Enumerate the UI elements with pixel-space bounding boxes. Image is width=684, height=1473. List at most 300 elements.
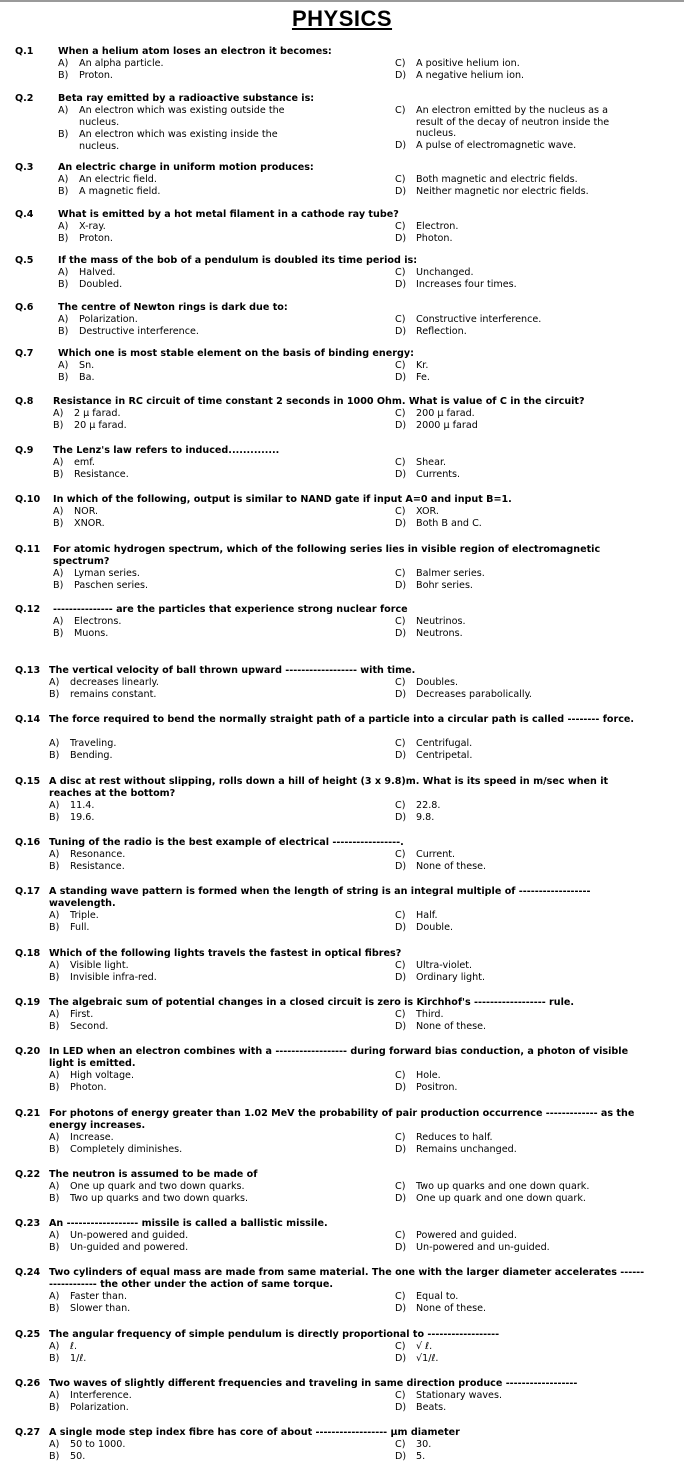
option-d bbox=[395, 1451, 655, 1463]
option-text: Invisible infra-red. bbox=[70, 972, 157, 983]
option-d bbox=[395, 186, 655, 198]
option-c bbox=[395, 1291, 655, 1303]
option-text: An electric field. bbox=[79, 174, 157, 185]
option-text: Un-guided and powered. bbox=[70, 1242, 189, 1253]
question-text: In LED when an electron combines with a ------------------ during forward bias conduction, a photon of visible light is emitted. bbox=[49, 1046, 629, 1069]
question-number: Q.21 bbox=[15, 1108, 41, 1119]
option-a bbox=[58, 314, 358, 326]
option-d bbox=[395, 1353, 655, 1365]
option-text: Resistance. bbox=[74, 469, 129, 480]
option-text: Currents. bbox=[416, 469, 461, 480]
question-number: Q.18 bbox=[15, 948, 41, 959]
option-b bbox=[49, 689, 349, 701]
option-letter: C) bbox=[395, 960, 406, 971]
option-b bbox=[49, 812, 349, 824]
option-letter: D) bbox=[395, 140, 407, 151]
option-letter: A) bbox=[53, 457, 64, 468]
option-letter: B) bbox=[53, 420, 64, 431]
option-b bbox=[49, 1402, 349, 1414]
option-c bbox=[395, 1181, 655, 1193]
option-c bbox=[395, 408, 655, 420]
question-text: If the mass of the bob of a pendulum is doubled its time period is: bbox=[58, 255, 418, 266]
question-number: Q.23 bbox=[15, 1218, 41, 1229]
option-c bbox=[395, 221, 655, 233]
option-a bbox=[58, 221, 358, 233]
option-text: Kr. bbox=[416, 360, 429, 371]
question-text: Which one is most stable element on the basis of binding energy: bbox=[58, 348, 414, 359]
option-text: Reduces to half. bbox=[416, 1132, 493, 1143]
option-d bbox=[395, 972, 655, 984]
option-letter: A) bbox=[49, 738, 60, 749]
question-number: Q.6 bbox=[15, 302, 34, 313]
option-letter: A) bbox=[49, 960, 60, 971]
question-number: Q.1 bbox=[15, 46, 34, 57]
option-text: √1/ℓ. bbox=[416, 1353, 439, 1364]
option-text: 5. bbox=[416, 1451, 426, 1462]
option-c bbox=[395, 360, 655, 372]
option-text: Bending. bbox=[70, 750, 113, 761]
option-letter: C) bbox=[395, 408, 406, 419]
option-letter: A) bbox=[58, 58, 69, 69]
option-text: ℓ. bbox=[70, 1341, 78, 1352]
option-c bbox=[395, 457, 655, 469]
option-letter: D) bbox=[395, 469, 407, 480]
option-b bbox=[53, 580, 353, 592]
question-number: Q.19 bbox=[15, 997, 41, 1008]
question-text: The neutron is assumed to be made of bbox=[49, 1169, 258, 1180]
option-text: One up quark and one down quark. bbox=[416, 1193, 586, 1204]
option-b bbox=[53, 469, 353, 481]
option-a bbox=[49, 1230, 349, 1242]
option-c bbox=[395, 616, 655, 628]
option-letter: A) bbox=[49, 1439, 60, 1450]
option-text: Reflection. bbox=[416, 326, 467, 337]
option-text: Resonance. bbox=[70, 849, 126, 860]
option-letter: D) bbox=[395, 1451, 407, 1462]
option-text: Beats. bbox=[416, 1402, 447, 1413]
option-text: Hole. bbox=[416, 1070, 441, 1081]
option-text: Interference. bbox=[70, 1390, 132, 1401]
question-text: Two waves of slightly different frequencies and traveling in same direction produce ------------------ bbox=[49, 1378, 578, 1389]
option-text: Visible light. bbox=[70, 960, 129, 971]
option-text: Increases four times. bbox=[416, 279, 517, 290]
option-letter: B) bbox=[49, 1021, 60, 1032]
option-letter: B) bbox=[49, 689, 60, 700]
option-text: Resistance. bbox=[70, 861, 125, 872]
option-letter: C) bbox=[395, 1439, 406, 1450]
option-letter: D) bbox=[395, 922, 407, 933]
option-letter: B) bbox=[49, 1451, 60, 1462]
option-text: Ba. bbox=[79, 372, 95, 383]
option-c bbox=[395, 506, 655, 518]
question-text: When a helium atom loses an electron it becomes: bbox=[58, 46, 332, 57]
option-letter: A) bbox=[49, 849, 60, 860]
option-letter: D) bbox=[395, 1144, 407, 1155]
option-a bbox=[49, 960, 349, 972]
option-letter: C) bbox=[395, 58, 406, 69]
option-letter: C) bbox=[395, 506, 406, 517]
option-a bbox=[49, 1439, 349, 1451]
option-c bbox=[395, 1070, 655, 1082]
option-text: Ordinary light. bbox=[416, 972, 486, 983]
option-letter: A) bbox=[49, 1341, 60, 1352]
top-rule bbox=[0, 0, 684, 2]
option-letter: C) bbox=[395, 457, 406, 468]
option-letter: B) bbox=[53, 580, 64, 591]
question-number: Q.8 bbox=[15, 396, 34, 407]
option-b bbox=[58, 186, 358, 198]
option-b bbox=[49, 1303, 349, 1315]
option-text: Neutrons. bbox=[416, 628, 463, 639]
option-b bbox=[49, 1021, 349, 1033]
option-letter: D) bbox=[395, 326, 407, 337]
option-text: Both magnetic and electric fields. bbox=[416, 174, 578, 185]
question-text: For photons of energy greater than 1.02 MeV the probability of pair production occurrence ------------- as the energy increases. bbox=[49, 1108, 635, 1131]
option-text: Destructive interference. bbox=[79, 326, 199, 337]
option-a bbox=[58, 105, 288, 128]
option-c bbox=[395, 1009, 655, 1021]
option-letter: B) bbox=[49, 922, 60, 933]
option-text: XNOR. bbox=[74, 518, 105, 529]
option-letter: A) bbox=[49, 910, 60, 921]
option-d bbox=[395, 750, 655, 762]
option-letter: D) bbox=[395, 279, 407, 290]
option-letter: D) bbox=[395, 70, 407, 81]
option-text: Remains unchanged. bbox=[416, 1144, 517, 1155]
option-text: 22.8. bbox=[416, 800, 441, 811]
option-b bbox=[58, 326, 358, 338]
option-d bbox=[395, 812, 655, 824]
question-number: Q.16 bbox=[15, 837, 41, 848]
option-text: Balmer series. bbox=[416, 568, 485, 579]
option-letter: B) bbox=[49, 1303, 60, 1314]
option-text: Double. bbox=[416, 922, 454, 933]
option-letter: C) bbox=[395, 314, 406, 325]
option-d bbox=[395, 372, 655, 384]
option-d bbox=[395, 70, 655, 82]
option-letter: A) bbox=[58, 360, 69, 371]
option-text: Fe. bbox=[416, 372, 430, 383]
option-letter: A) bbox=[58, 221, 69, 232]
option-b bbox=[49, 750, 349, 762]
option-text: A negative helium ion. bbox=[416, 70, 525, 81]
option-letter: A) bbox=[53, 616, 64, 627]
option-letter: B) bbox=[49, 1082, 60, 1093]
option-text: Third. bbox=[416, 1009, 444, 1020]
option-letter: B) bbox=[58, 372, 69, 383]
option-letter: C) bbox=[395, 1009, 406, 1020]
option-letter: C) bbox=[395, 1132, 406, 1143]
question-text: Which of the following lights travels the fastest in optical fibres? bbox=[49, 948, 402, 959]
option-letter: A) bbox=[58, 314, 69, 325]
option-c bbox=[395, 1230, 655, 1242]
option-a bbox=[53, 568, 353, 580]
option-text: An electron which was existing outside the nucleus. bbox=[79, 105, 285, 128]
option-text: Paschen series. bbox=[74, 580, 149, 591]
question-text: A disc at rest without slipping, rolls down a hill of height (3 x 9.8)m. What is its speed in m/sec when it reaches at the bottom? bbox=[49, 776, 609, 799]
option-text: Slower than. bbox=[70, 1303, 131, 1314]
option-letter: D) bbox=[395, 1303, 407, 1314]
option-text: NOR. bbox=[74, 506, 99, 517]
option-letter: D) bbox=[395, 689, 407, 700]
option-letter: A) bbox=[49, 1291, 60, 1302]
option-letter: B) bbox=[49, 1144, 60, 1155]
question-number: Q.10 bbox=[15, 494, 41, 505]
option-letter: C) bbox=[395, 1070, 406, 1081]
option-text: 30. bbox=[416, 1439, 432, 1450]
question-number: Q.11 bbox=[15, 544, 41, 555]
question-text: The vertical velocity of ball thrown upward ------------------ with time. bbox=[49, 665, 416, 676]
option-letter: A) bbox=[49, 677, 60, 688]
option-text: 20 μ farad. bbox=[74, 420, 127, 431]
page-title: PHYSICS bbox=[291, 6, 393, 31]
option-text: Electrons. bbox=[74, 616, 122, 627]
option-letter: D) bbox=[395, 186, 407, 197]
question-text: Two cylinders of equal mass are made from same material. The one with the larger diameter accelerates ------------------ the other under the action of same torque. bbox=[49, 1267, 645, 1290]
option-letter: D) bbox=[395, 1402, 407, 1413]
option-d bbox=[395, 861, 655, 873]
option-text: None of these. bbox=[416, 1303, 487, 1314]
option-b bbox=[49, 1193, 349, 1205]
option-letter: C) bbox=[395, 105, 406, 116]
option-letter: B) bbox=[58, 186, 69, 197]
option-a bbox=[49, 1341, 349, 1353]
option-d bbox=[395, 1021, 655, 1033]
option-d bbox=[395, 922, 655, 934]
option-text: remains constant. bbox=[70, 689, 157, 700]
question-number: Q.12 bbox=[15, 604, 41, 615]
option-text: A positive helium ion. bbox=[416, 58, 520, 69]
option-text: Completely diminishes. bbox=[70, 1144, 183, 1155]
option-text: √ ℓ. bbox=[416, 1341, 433, 1352]
option-a bbox=[49, 1390, 349, 1402]
option-b bbox=[49, 972, 349, 984]
option-b bbox=[58, 129, 288, 152]
option-d bbox=[395, 518, 655, 530]
option-letter: D) bbox=[395, 420, 407, 431]
option-a bbox=[49, 800, 349, 812]
question-text: The algebraic sum of potential changes in a closed circuit is zero is Kirchhof's ------------------ rule. bbox=[49, 997, 575, 1008]
option-text: Proton. bbox=[79, 233, 113, 244]
option-text: Polarization. bbox=[79, 314, 138, 325]
option-d bbox=[395, 1242, 655, 1254]
option-text: Ultra-violet. bbox=[416, 960, 473, 971]
option-b bbox=[53, 518, 353, 530]
option-letter: B) bbox=[49, 1402, 60, 1413]
option-letter: B) bbox=[53, 469, 64, 480]
option-text: 2000 μ farad bbox=[416, 420, 478, 431]
option-b bbox=[58, 70, 358, 82]
option-d bbox=[395, 1193, 655, 1205]
option-text: A magnetic field. bbox=[79, 186, 161, 197]
option-text: Polarization. bbox=[70, 1402, 129, 1413]
option-a bbox=[49, 1181, 349, 1193]
option-letter: C) bbox=[395, 1181, 406, 1192]
option-text: High voltage. bbox=[70, 1070, 134, 1081]
option-text: Un-powered and un-guided. bbox=[416, 1242, 550, 1253]
question-text: A single mode step index fibre has core of about ------------------ μm diameter bbox=[49, 1427, 460, 1438]
option-text: Centripetal. bbox=[416, 750, 473, 761]
option-a bbox=[58, 360, 358, 372]
option-letter: C) bbox=[395, 738, 406, 749]
option-d bbox=[395, 140, 625, 152]
option-text: None of these. bbox=[416, 1021, 487, 1032]
option-c bbox=[395, 1390, 655, 1402]
option-letter: D) bbox=[395, 1242, 407, 1253]
option-letter: B) bbox=[49, 861, 60, 872]
option-text: Electron. bbox=[416, 221, 459, 232]
option-letter: B) bbox=[49, 1353, 60, 1364]
option-letter: A) bbox=[49, 800, 60, 811]
option-letter: D) bbox=[395, 518, 407, 529]
option-letter: C) bbox=[395, 677, 406, 688]
option-a bbox=[49, 1070, 349, 1082]
question-text: The Lenz's law refers to induced.............. bbox=[53, 445, 280, 456]
option-text: decreases linearly. bbox=[70, 677, 159, 688]
option-text: Un-powered and guided. bbox=[70, 1230, 189, 1241]
option-letter: D) bbox=[395, 1082, 407, 1093]
option-c bbox=[395, 849, 655, 861]
option-text: Sn. bbox=[79, 360, 95, 371]
option-text: Positron. bbox=[416, 1082, 458, 1093]
option-d bbox=[395, 628, 655, 640]
option-text: Doubled. bbox=[79, 279, 123, 290]
option-text: A pulse of electromagnetic wave. bbox=[416, 140, 577, 151]
option-c bbox=[395, 58, 655, 70]
option-letter: A) bbox=[53, 408, 64, 419]
option-letter: C) bbox=[395, 221, 406, 232]
option-a bbox=[49, 910, 349, 922]
option-text: Doubles. bbox=[416, 677, 459, 688]
question-text: --------------- are the particles that experience strong nuclear force bbox=[53, 604, 408, 615]
option-text: 200 μ farad. bbox=[416, 408, 475, 419]
question-text: An electric charge in uniform motion produces: bbox=[58, 162, 314, 173]
option-text: Full. bbox=[70, 922, 90, 933]
option-a bbox=[53, 616, 353, 628]
option-d bbox=[395, 580, 655, 592]
option-letter: D) bbox=[395, 233, 407, 244]
option-letter: C) bbox=[395, 360, 406, 371]
option-c bbox=[395, 174, 655, 186]
option-c bbox=[395, 1439, 655, 1451]
option-letter: A) bbox=[49, 1009, 60, 1020]
option-text: Two up quarks and one down quark. bbox=[416, 1181, 590, 1192]
option-letter: A) bbox=[53, 506, 64, 517]
option-letter: A) bbox=[53, 568, 64, 579]
question-number: Q.9 bbox=[15, 445, 34, 456]
option-text: 19.6. bbox=[70, 812, 95, 823]
option-a bbox=[49, 849, 349, 861]
option-letter: D) bbox=[395, 580, 407, 591]
option-text: Two up quarks and two down quarks. bbox=[70, 1193, 249, 1204]
option-text: emf. bbox=[74, 457, 95, 468]
option-b bbox=[49, 922, 349, 934]
option-b bbox=[49, 1082, 349, 1094]
option-b bbox=[53, 420, 353, 432]
option-letter: B) bbox=[58, 129, 69, 140]
option-letter: C) bbox=[395, 1390, 406, 1401]
question-number: Q.24 bbox=[15, 1267, 41, 1278]
option-d bbox=[395, 689, 655, 701]
question-number: Q.17 bbox=[15, 886, 41, 897]
option-b bbox=[53, 628, 353, 640]
option-text: An electron which was existing inside the nucleus. bbox=[79, 129, 278, 152]
option-letter: B) bbox=[49, 812, 60, 823]
option-text: Lyman series. bbox=[74, 568, 140, 579]
option-text: XOR. bbox=[416, 506, 439, 517]
option-letter: C) bbox=[395, 849, 406, 860]
option-text: Unchanged. bbox=[416, 267, 474, 278]
option-text: Centrifugal. bbox=[416, 738, 473, 749]
question-number: Q.20 bbox=[15, 1046, 41, 1057]
option-text: Current. bbox=[416, 849, 456, 860]
option-d bbox=[395, 420, 655, 432]
option-letter: C) bbox=[395, 800, 406, 811]
option-a bbox=[58, 267, 358, 279]
option-text: Proton. bbox=[79, 70, 113, 81]
option-letter: B) bbox=[58, 70, 69, 81]
option-letter: B) bbox=[58, 326, 69, 337]
option-c bbox=[395, 677, 655, 689]
option-letter: D) bbox=[395, 861, 407, 872]
option-a bbox=[58, 174, 358, 186]
option-text: 2 μ farad. bbox=[74, 408, 121, 419]
option-a bbox=[49, 1132, 349, 1144]
option-text: 9.8. bbox=[416, 812, 435, 823]
option-text: Muons. bbox=[74, 628, 109, 639]
option-c bbox=[395, 738, 655, 750]
question-number: Q.5 bbox=[15, 255, 34, 266]
option-letter: C) bbox=[395, 568, 406, 579]
question-number: Q.15 bbox=[15, 776, 41, 787]
option-letter: C) bbox=[395, 174, 406, 185]
option-text: An alpha particle. bbox=[79, 58, 164, 69]
option-text: Stationary waves. bbox=[416, 1390, 503, 1401]
question-number: Q.14 bbox=[15, 714, 41, 725]
option-b bbox=[49, 1242, 349, 1254]
option-text: 1/ℓ. bbox=[70, 1353, 87, 1364]
option-text: Traveling. bbox=[70, 738, 117, 749]
option-b bbox=[49, 861, 349, 873]
option-text: 50. bbox=[70, 1451, 86, 1462]
option-text: Decreases parabolically. bbox=[416, 689, 532, 700]
option-text: Photon. bbox=[416, 233, 453, 244]
question-text: A standing wave pattern is formed when the length of string is an integral multiple of ------------------ wavelength. bbox=[49, 886, 591, 909]
option-letter: A) bbox=[49, 1132, 60, 1143]
option-letter: C) bbox=[395, 267, 406, 278]
question-text: For atomic hydrogen spectrum, which of the following series lies in visible region of electromagnetic spectrum? bbox=[53, 544, 601, 567]
question-text: Beta ray emitted by a radioactive substance is: bbox=[58, 93, 315, 104]
option-d bbox=[395, 1402, 655, 1414]
option-letter: A) bbox=[58, 105, 69, 116]
option-letter: B) bbox=[49, 972, 60, 983]
option-text: X-ray. bbox=[79, 221, 106, 232]
question-text: Resistance in RC circuit of time constant 2 seconds in 1000 Ohm. What is value of C in the circuit? bbox=[53, 396, 585, 407]
option-d bbox=[395, 469, 655, 481]
option-letter: C) bbox=[395, 1341, 406, 1352]
option-a bbox=[49, 1291, 349, 1303]
option-letter: D) bbox=[395, 1353, 407, 1364]
option-b bbox=[49, 1353, 349, 1365]
option-text: Shear. bbox=[416, 457, 447, 468]
option-text: Powered and guided. bbox=[416, 1230, 517, 1241]
option-c bbox=[395, 267, 655, 279]
option-text: Half. bbox=[416, 910, 438, 921]
option-text: Constructive interference. bbox=[416, 314, 542, 325]
question-text: The force required to bend the normally straight path of a particle into a circular path is called -------- force. bbox=[49, 714, 635, 725]
option-text: First. bbox=[70, 1009, 94, 1020]
option-c bbox=[395, 568, 655, 580]
